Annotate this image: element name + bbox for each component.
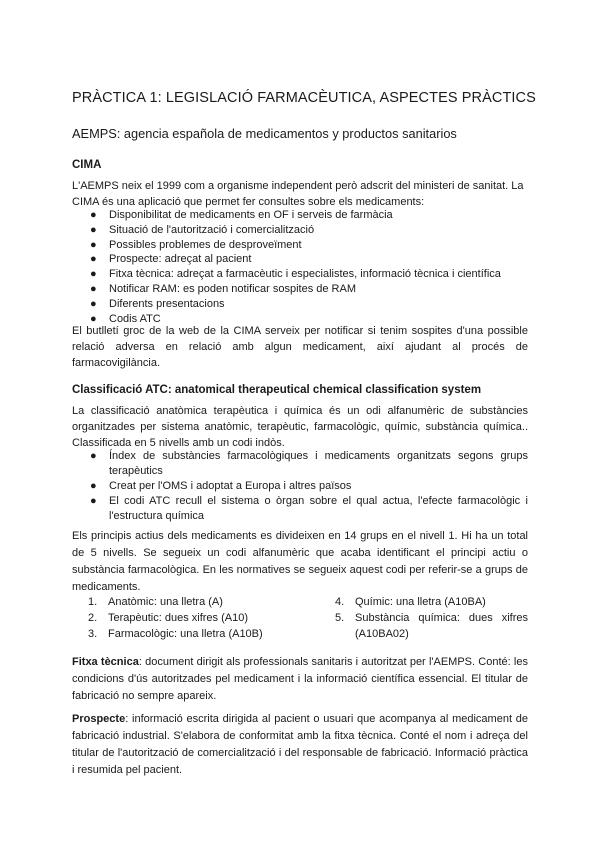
list-item: ● Notificar RAM: es poden notificar sospites de RAM xyxy=(90,282,356,295)
cima-heading: CIMA xyxy=(72,159,102,171)
list-item: ● Possibles problemes de desproveïment xyxy=(90,238,302,251)
fitxa-tecnica-term: Fitxa tècnica xyxy=(72,656,139,668)
atc-levels-right xyxy=(335,594,528,642)
atc-groups-text: Els principis actius dels medicaments es divideixen en 14 grups en el nivell 1. Hi ha un total de 5 nivells. Se segueix un codi alfanumèric que acaba identificant el principi actiu o substància farmacològica. En les normatives se segueix aquest codi per referir-se a grups de medicaments. xyxy=(72,530,528,593)
list-item: ● El codi ATC recull el sistema o òrgan sobre el qual actua, l'efecte farmacològic i l'estructura química xyxy=(90,495,528,522)
list-item: 5. Substància química: dues xifres (A10BA02) xyxy=(335,612,528,640)
list-item: 2. Terapèutic: dues xifres (A10) xyxy=(88,612,249,624)
cima-intro: L'AEMPS neix el 1999 com a organisme independent però adscrit del ministeri de sanitat. La CIMA és una aplicació que permet fer consultes sobre els medicaments: xyxy=(72,180,524,208)
list-item: ● Fitxa tècnica: adreçat a farmacèutic i especialistes, informació tècnica i científica xyxy=(90,268,501,281)
atc-bullet-list xyxy=(90,449,528,524)
fitxa-tecnica-paragraph: Fitxa tècnica: document dirigit als professionals sanitaris i autoritzat per l'AEMPS. Conté: les condicions d'ús autoritzades pel medicament i la informació científica essencial. El titular de fabricació no sempre apareix. xyxy=(72,656,528,702)
page-title: PRÀCTICA 1: LEGISLACIÓ FARMACÈUTICA, ASPECTES PRÀCTICS xyxy=(72,90,536,106)
cima-bullet-list xyxy=(90,208,530,326)
list-item: ● Índex de substàncies farmacològiques i medicaments organitzats segons grups terapèutics xyxy=(90,450,528,477)
prospecte-paragraph: Prospecte: informació escrita dirigida al pacient o usuari que acompanya al medicament de fabricació industrial. S'elabora de conformitat amb la fitxa tècnica. Conté el nom i adreça del titular de l'autorització de comercialització i del responsable de fabricació. Informació pràctica i resumida pel pacient. xyxy=(72,713,528,776)
list-item: 3. Farmacològic: una lletra (A10B) xyxy=(88,628,263,640)
cima-outro: El butlletí groc de la web de la CIMA serveix per notificar si tenim sospites d'una possible relació adversa en relació amb algun medicament, així ajudant al procés de farmacovigilància. xyxy=(72,325,528,369)
list-item: ● Codis ATC xyxy=(90,312,161,325)
list-item: 1. Anatòmic: una lletra (A) xyxy=(88,596,223,608)
prospecte-term: Prospecte xyxy=(72,713,126,725)
list-item: 4. Químic: una lletra (A10BA) xyxy=(335,596,486,608)
atc-heading: Classificació ATC: anatomical therapeutical chemical classification system xyxy=(72,384,482,396)
atc-levels-left xyxy=(88,594,308,642)
subtitle: AEMPS: agencia española de medicamentos y productos sanitarios xyxy=(72,126,457,141)
list-item: ● Creat per l'OMS i adoptat a Europa i altres països xyxy=(90,480,352,492)
list-item: ● Diferents presentacions xyxy=(90,297,225,310)
list-item: ● Prospecte: adreçat al pacient xyxy=(90,253,252,266)
atc-intro: La classificació anatòmica terapèutica i química és un odi alfanumèric de substàncies organitzades per sistema anatòmic, terapèutic, farmacològic, químic, substància química.. Classificada en 5 nivells amb un codi indòs. xyxy=(72,405,528,449)
list-item: ● Situació de l'autorització i comercialització xyxy=(90,223,315,236)
list-item: ● Disponibilitat de medicaments en OF i serveis de farmàcia xyxy=(90,209,393,221)
